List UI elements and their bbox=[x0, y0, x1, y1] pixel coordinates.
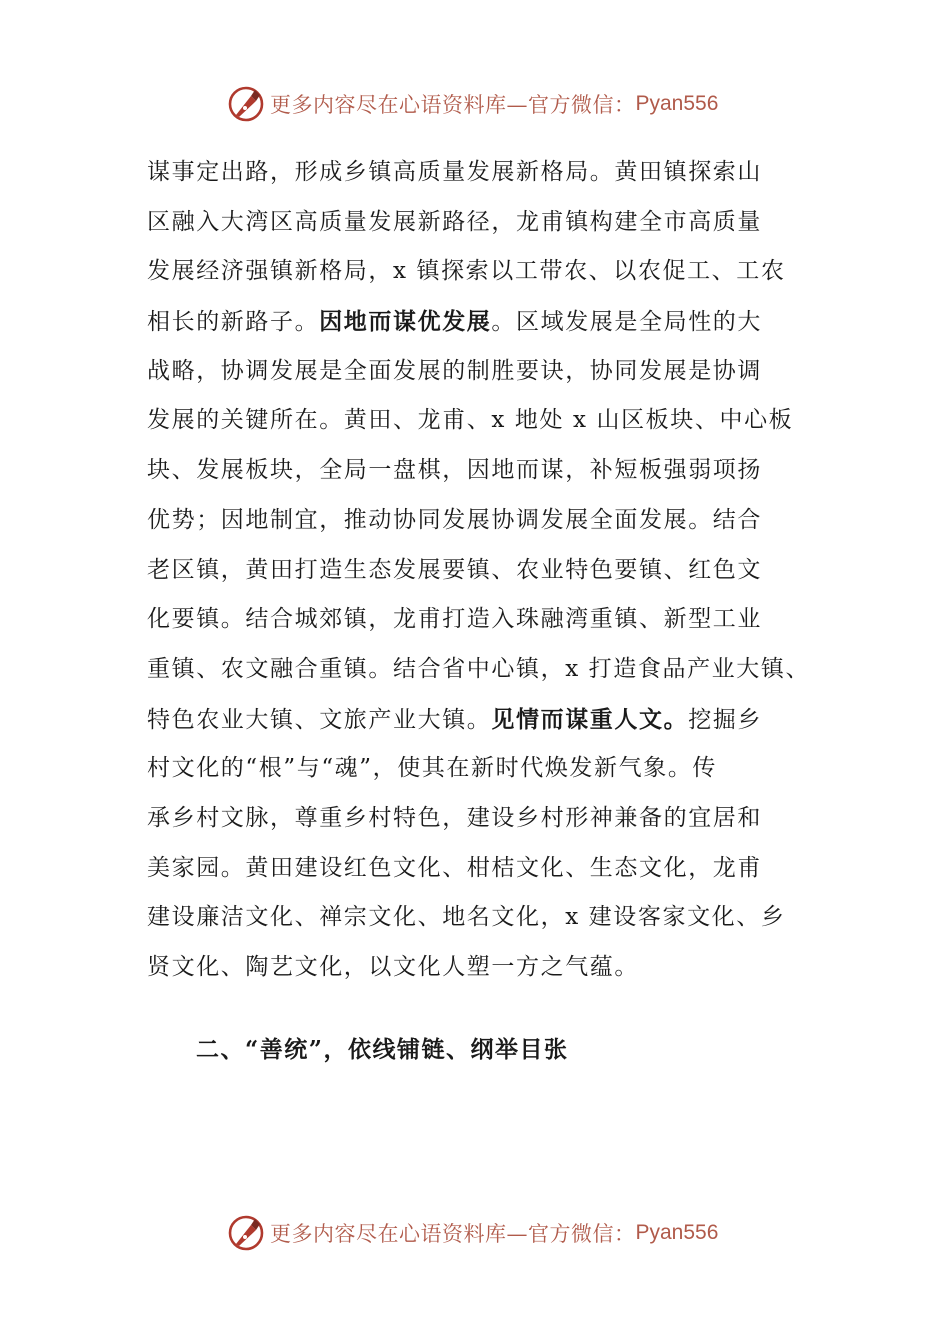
text-line bbox=[147, 297, 827, 347]
text-line bbox=[147, 446, 827, 496]
text-run: 相长的新路子。 bbox=[147, 309, 320, 336]
section-heading: 二、“善统”，依线铺链、纲举目张 bbox=[196, 1036, 569, 1063]
text-line bbox=[147, 546, 827, 596]
text-run: 贤文化、陶艺文化，以文化人塑一方之气蕴。 bbox=[147, 954, 639, 980]
text-run: 老区镇，黄田打造生态发展要镇、农业特色要镇、红色文 bbox=[147, 556, 762, 583]
text-run: 承乡村文脉，尊重乡村特色，建设乡村形神兼备的宜居和 bbox=[147, 804, 762, 831]
pen-nib-logo-icon bbox=[226, 1213, 266, 1253]
text-run: 战略，协调发展是全面发展的制胜要诀，协同发展是协调 bbox=[147, 357, 762, 384]
text-line bbox=[147, 396, 827, 446]
text-run: 发展经济强镇新格局，x 镇探索以工带农、以农促工、工农 bbox=[147, 258, 786, 285]
text-line bbox=[147, 943, 827, 993]
body-paragraph bbox=[147, 148, 827, 993]
text-run: 村文化的“根”与“魂”，使其在新时代焕发新气象。传 bbox=[147, 755, 718, 782]
text-line bbox=[147, 148, 827, 198]
text-run: 重镇、农文融合重镇。结合省中心镇，x 打造食品产业大镇、 bbox=[147, 655, 811, 682]
bold-phrase: 见情而谋重人文。 bbox=[491, 705, 689, 733]
text-line bbox=[147, 794, 827, 844]
text-run: 化要镇。结合城郊镇，龙甫打造入珠融湾重镇、新型工业 bbox=[147, 606, 762, 633]
text-run: 。区域发展是全局性的大 bbox=[491, 309, 763, 336]
footer-banner bbox=[226, 1211, 718, 1255]
banner-text: 更多内容尽在心语资料库—官方微信： bbox=[270, 1222, 636, 1246]
text-line bbox=[147, 695, 827, 745]
text-line bbox=[147, 744, 827, 794]
text-run: 特色农业大镇、文旅产业大镇。 bbox=[147, 706, 492, 733]
pen-nib-logo-icon bbox=[226, 84, 266, 124]
text-run: 美家园。黄田建设红色文化、柑桔文化、生态文化，龙甫 bbox=[147, 854, 762, 881]
banner-text: 更多内容尽在心语资料库—官方微信： bbox=[270, 93, 636, 117]
text-line bbox=[147, 893, 827, 943]
text-line bbox=[147, 645, 827, 695]
text-run: 谋事定出路，形成乡镇高质量发展新格局。黄田镇探索山 bbox=[147, 159, 762, 185]
text-run: 块、发展板块，全局一盘棋，因地而谋，补短板强弱项扬 bbox=[147, 457, 762, 484]
text-run: 挖掘乡 bbox=[688, 706, 763, 733]
text-line bbox=[147, 198, 827, 248]
header-banner bbox=[226, 82, 718, 126]
text-line bbox=[147, 247, 827, 297]
text-line bbox=[147, 347, 827, 397]
bold-phrase: 因地而谋优发展 bbox=[319, 308, 492, 336]
text-line bbox=[147, 844, 827, 894]
text-run: 建设廉洁文化、禅宗文化、地名文化，x 建设客家文化、乡 bbox=[147, 904, 786, 931]
text-run: 区融入大湾区高质量发展新路径，龙甫镇构建全市高质量 bbox=[147, 208, 762, 235]
text-line bbox=[147, 595, 827, 645]
text-line bbox=[147, 496, 827, 546]
banner-wechat-id: Pyan556 bbox=[635, 1221, 719, 1244]
banner-wechat-id: Pyan556 bbox=[635, 92, 719, 115]
text-run: 优势；因地制宜，推动协同发展协调发展全面发展。结合 bbox=[147, 506, 762, 533]
text-run: 发展的关键所在。黄田、龙甫、x 地处 x 山区板块、中心板 bbox=[147, 407, 794, 434]
